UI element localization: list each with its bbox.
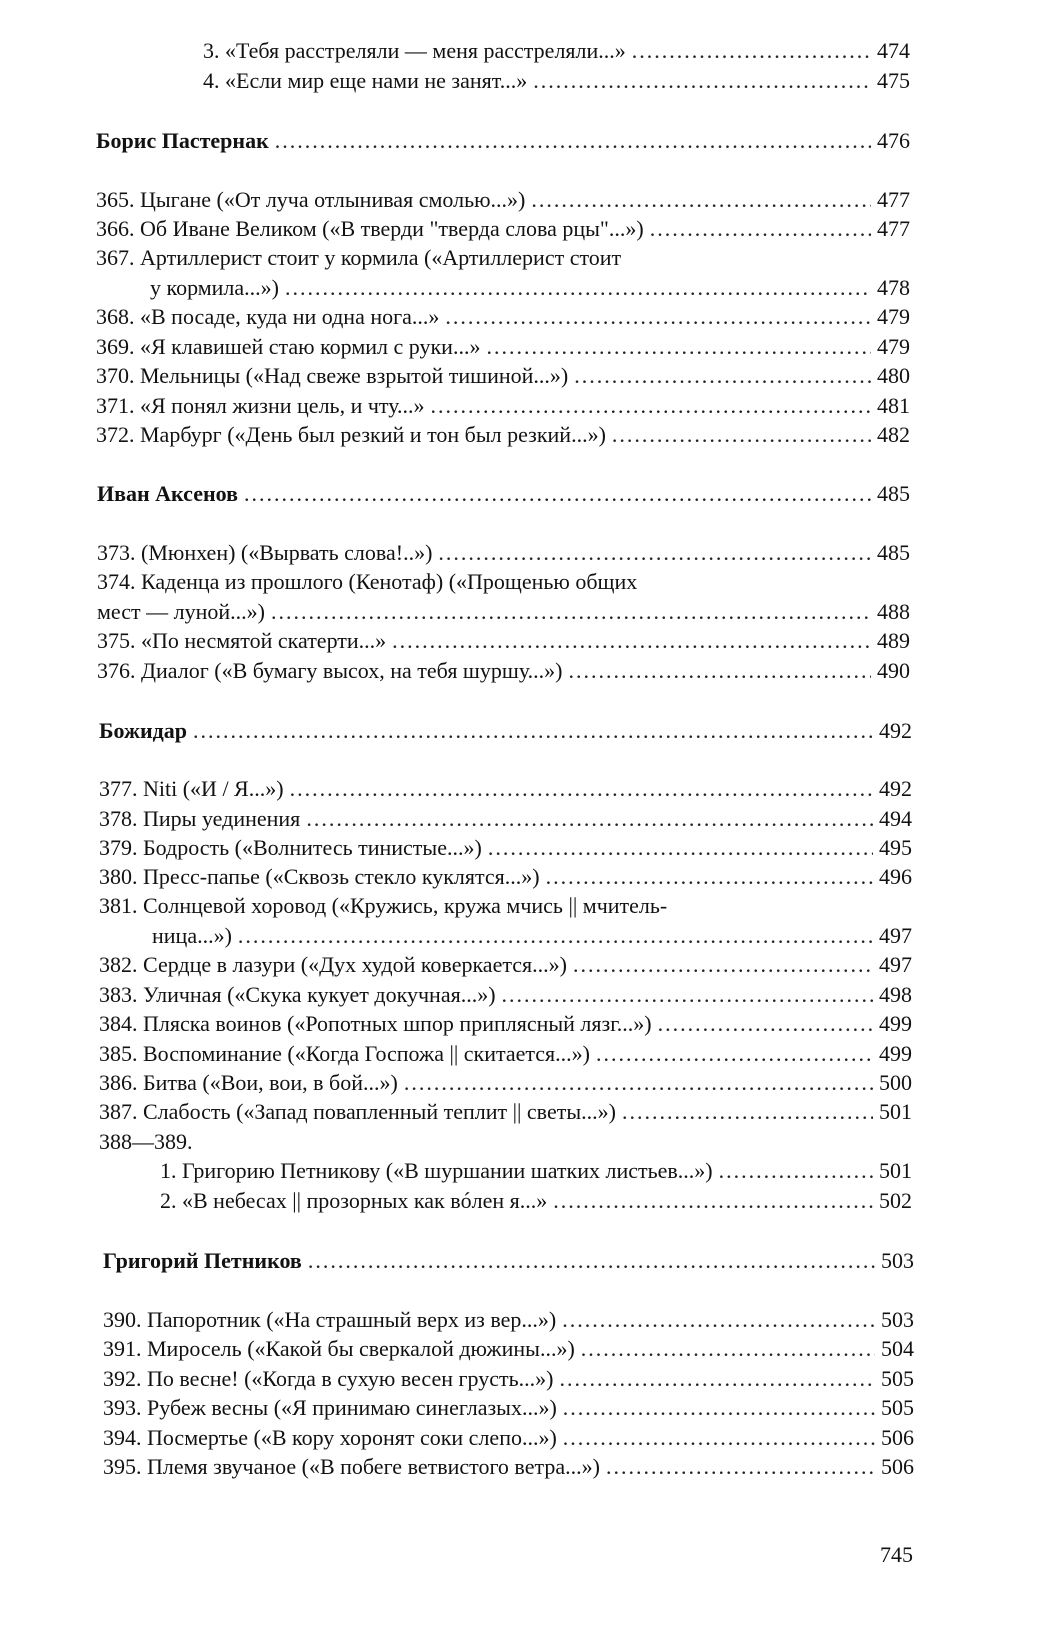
- entry-page-number: 501: [879, 1099, 912, 1124]
- entry-page-number: 495: [879, 835, 912, 860]
- dot-leader: [488, 833, 873, 863]
- toc-entry: [96, 214, 910, 244]
- toc-entry: [96, 332, 910, 362]
- toc-entry: [96, 420, 910, 450]
- dot-leader: [606, 1452, 875, 1482]
- dot-leader: [546, 862, 873, 892]
- dot-leader: [285, 273, 871, 303]
- entry-page-number: 485: [877, 540, 910, 565]
- toc-entry: [99, 1097, 912, 1127]
- dot-leader: [559, 1364, 875, 1394]
- entry-page-number: 492: [879, 718, 912, 743]
- toc-entry: [96, 302, 910, 332]
- entry-page-number: 480: [877, 363, 910, 388]
- author-name: Григорий Петников: [103, 1248, 302, 1273]
- entry-page-number: 499: [879, 1011, 912, 1036]
- dot-leader: [568, 656, 871, 686]
- entry-page-number: 479: [877, 304, 910, 329]
- dot-leader: [392, 626, 871, 656]
- toc-entry: [99, 1039, 912, 1069]
- entry-title: 395. Племя звучаное («В побеге ветвистого ветра...»): [103, 1454, 600, 1479]
- toc-entry: [96, 361, 910, 391]
- dot-leader: [533, 66, 871, 96]
- dot-leader: [431, 391, 871, 421]
- author-heading: [97, 479, 910, 509]
- entry-title: 370. Мельницы («Над свеже взрытой тишиной...»): [96, 363, 569, 388]
- toc-entry: [99, 804, 912, 834]
- toc-entry: [103, 1393, 914, 1423]
- entry-title: 2. «В небесах || прозорных как вóлен я...»: [160, 1188, 548, 1213]
- entry-title: ница...»): [152, 923, 232, 948]
- toc-line: [96, 243, 910, 273]
- dot-leader: [486, 332, 871, 362]
- entry-title: 378. Пиры уединения: [99, 806, 301, 831]
- dot-leader: [502, 980, 873, 1010]
- entry-page-number: 499: [879, 1041, 912, 1066]
- entry-page-number: 505: [881, 1366, 914, 1391]
- entry-title: 391. Миросель («Какой бы сверкалой дюжины...»): [103, 1336, 575, 1361]
- entry-title: 374. Каденца из прошлого (Кенотаф) («Прощенью общих: [97, 569, 638, 594]
- entry-page-number: 482: [877, 422, 910, 447]
- dot-leader: [650, 214, 871, 244]
- toc-entry: [96, 185, 910, 215]
- page-number: 745: [880, 1542, 913, 1567]
- entry-page-number: 503: [881, 1307, 914, 1332]
- entry-page-number: 488: [877, 599, 910, 624]
- entry-page-number: 477: [877, 187, 910, 212]
- entry-page-number: 477: [877, 216, 910, 241]
- toc-entry: [103, 1305, 914, 1335]
- entry-page-number: 490: [877, 658, 910, 683]
- entry-title: мест — луной...»): [97, 599, 265, 624]
- entry-title: 4. «Если мир еще нами не занят...»: [203, 68, 528, 93]
- toc-entry: [103, 1364, 914, 1394]
- toc-entry: [99, 862, 912, 892]
- entry-page-number: 474: [877, 38, 910, 63]
- dot-leader: [193, 716, 873, 746]
- entry-page-number: 497: [879, 923, 912, 948]
- entry-title: 388—389.: [99, 1129, 193, 1154]
- dot-leader: [719, 1156, 873, 1186]
- entry-title: 384. Пляска воинов («Ропотных шпор приплясный лязг...»): [99, 1011, 652, 1036]
- entry-title: 393. Рубеж весны («Я принимаю синеглазых...»): [103, 1395, 557, 1420]
- dot-leader: [275, 126, 871, 156]
- toc-entry: [203, 36, 910, 66]
- entry-title: 368. «В посаде, куда ни одна нога...»: [96, 304, 440, 329]
- toc-line: [99, 1127, 912, 1157]
- dot-leader: [622, 1097, 873, 1127]
- toc-entry: [97, 538, 910, 568]
- toc-entry: [103, 1452, 914, 1482]
- entry-title: 1. Григорию Петникову («В шуршании шатких листьев...»): [160, 1158, 713, 1183]
- toc-line: [99, 891, 912, 921]
- toc-entry: [99, 1068, 912, 1098]
- toc-entry: [203, 66, 910, 96]
- entry-title: 379. Бодрость («Волнитесь тинистые...»): [99, 835, 482, 860]
- toc-entry: [160, 1186, 912, 1216]
- toc-entry: [103, 1423, 914, 1453]
- entry-title: 382. Сердце в лазури («Дух худой коверкается...»): [99, 952, 567, 977]
- entry-title: 375. «По несмятой скатерти...»: [97, 628, 387, 653]
- entry-title: 381. Солнцевой хоровод («Кружись, кружа мчись || мчитель-: [99, 893, 668, 918]
- entry-page-number: 494: [879, 806, 912, 831]
- dot-leader: [574, 361, 871, 391]
- author-heading: [103, 1246, 914, 1276]
- entry-page-number: 485: [877, 481, 910, 506]
- entry-title: 369. «Я клавишей стаю кормил с руки...»: [96, 334, 481, 359]
- toc-entry: [99, 833, 912, 863]
- dot-leader: [306, 804, 873, 834]
- dot-leader: [563, 1393, 875, 1423]
- entry-page-number: 500: [879, 1070, 912, 1095]
- dot-leader: [658, 1009, 873, 1039]
- entry-page-number: 475: [877, 68, 910, 93]
- entry-page-number: 501: [879, 1158, 912, 1183]
- entry-title: 367. Артиллерист стоит у кормила («Артиллерист стоит: [96, 245, 622, 270]
- entry-page-number: 503: [881, 1248, 914, 1273]
- dot-leader: [308, 1246, 875, 1276]
- toc-entry: [99, 950, 912, 980]
- toc-entry: [103, 1334, 914, 1364]
- toc-entry: [99, 774, 912, 804]
- dot-leader: [244, 479, 871, 509]
- entry-title: 365. Цыгане («От луча отлынивая смолью...»): [96, 187, 526, 212]
- toc-entry: [96, 391, 910, 421]
- entry-page-number: 498: [879, 982, 912, 1007]
- dot-leader: [612, 420, 871, 450]
- entry-title: 371. «Я понял жизни цель, и чту...»: [96, 393, 425, 418]
- entry-page-number: 496: [879, 864, 912, 889]
- toc-entry: [97, 656, 910, 686]
- author-name: Борис Пастернак: [96, 128, 269, 153]
- dot-leader: [553, 1186, 873, 1216]
- entry-title: 392. По весне! («Когда в сухую весен грусть...»): [103, 1366, 554, 1391]
- dot-leader: [563, 1423, 875, 1453]
- entry-page-number: 476: [877, 128, 910, 153]
- entry-title: 385. Воспоминание («Когда Госпожа || скитается...»): [99, 1041, 591, 1066]
- author-name: Божидар: [99, 718, 187, 743]
- entry-page-number: 505: [881, 1395, 914, 1420]
- entry-title: 383. Уличная («Скука кукует докучная...»): [99, 982, 496, 1007]
- entry-title: 3. «Тебя расстреляли — меня расстреляли...»: [203, 38, 626, 63]
- entry-title: 366. Об Иване Великом («В тверди "тверда слова рцы"...»): [96, 216, 644, 241]
- toc-entry: [99, 1009, 912, 1039]
- entry-page-number: 489: [877, 628, 910, 653]
- entry-page-number: 478: [877, 275, 910, 300]
- entry-page-number: 481: [877, 393, 910, 418]
- entry-title: 377. Niti («И / Я...»): [99, 776, 284, 801]
- entry-page-number: 497: [879, 952, 912, 977]
- toc-entry: [150, 273, 910, 303]
- toc-entry: [97, 626, 910, 656]
- author-heading: [96, 126, 910, 156]
- dot-leader: [632, 36, 871, 66]
- entry-page-number: 506: [881, 1454, 914, 1479]
- dot-leader: [531, 185, 871, 215]
- toc-entry: [152, 921, 912, 951]
- entry-page-number: 502: [879, 1188, 912, 1213]
- entry-title: 387. Слабость («Запад повапленный теплит || светы...»): [99, 1099, 616, 1124]
- entry-title: 373. (Мюнхен) («Вырвать слова!..»): [97, 540, 433, 565]
- entry-page-number: 492: [879, 776, 912, 801]
- dot-leader: [238, 921, 873, 951]
- entry-title: 390. Папоротник («На страшный верх из вер...»): [103, 1307, 557, 1332]
- dot-leader: [271, 597, 871, 627]
- toc-entry: [99, 980, 912, 1010]
- dot-leader: [290, 774, 873, 804]
- entry-page-number: 504: [881, 1336, 914, 1361]
- dot-leader: [573, 950, 873, 980]
- dot-leader: [404, 1068, 873, 1098]
- dot-leader: [562, 1305, 875, 1335]
- toc-entry: [160, 1156, 912, 1186]
- entry-title: 380. Пресс-папье («Сквозь стекло куклятся...»): [99, 864, 540, 889]
- dot-leader: [596, 1039, 873, 1069]
- entry-title: 394. Посмертье («В кору хоронят соки слепо...»): [103, 1425, 557, 1450]
- dot-leader: [581, 1334, 875, 1364]
- toc-entry: [97, 597, 910, 627]
- toc-line: [97, 567, 910, 597]
- entry-page-number: 506: [881, 1425, 914, 1450]
- entry-title: 386. Битва («Вои, вои, в бой...»): [99, 1070, 398, 1095]
- entry-page-number: 479: [877, 334, 910, 359]
- entry-title: 376. Диалог («В бумагу высох, на тебя шуршу...»): [97, 658, 563, 683]
- entry-title: у кормила...»): [150, 275, 280, 300]
- entry-title: 372. Марбург («День был резкий и тон был резкий...»): [96, 422, 606, 447]
- author-name: Иван Аксенов: [97, 481, 238, 506]
- author-heading: [99, 716, 912, 746]
- dot-leader: [438, 538, 871, 568]
- dot-leader: [445, 302, 871, 332]
